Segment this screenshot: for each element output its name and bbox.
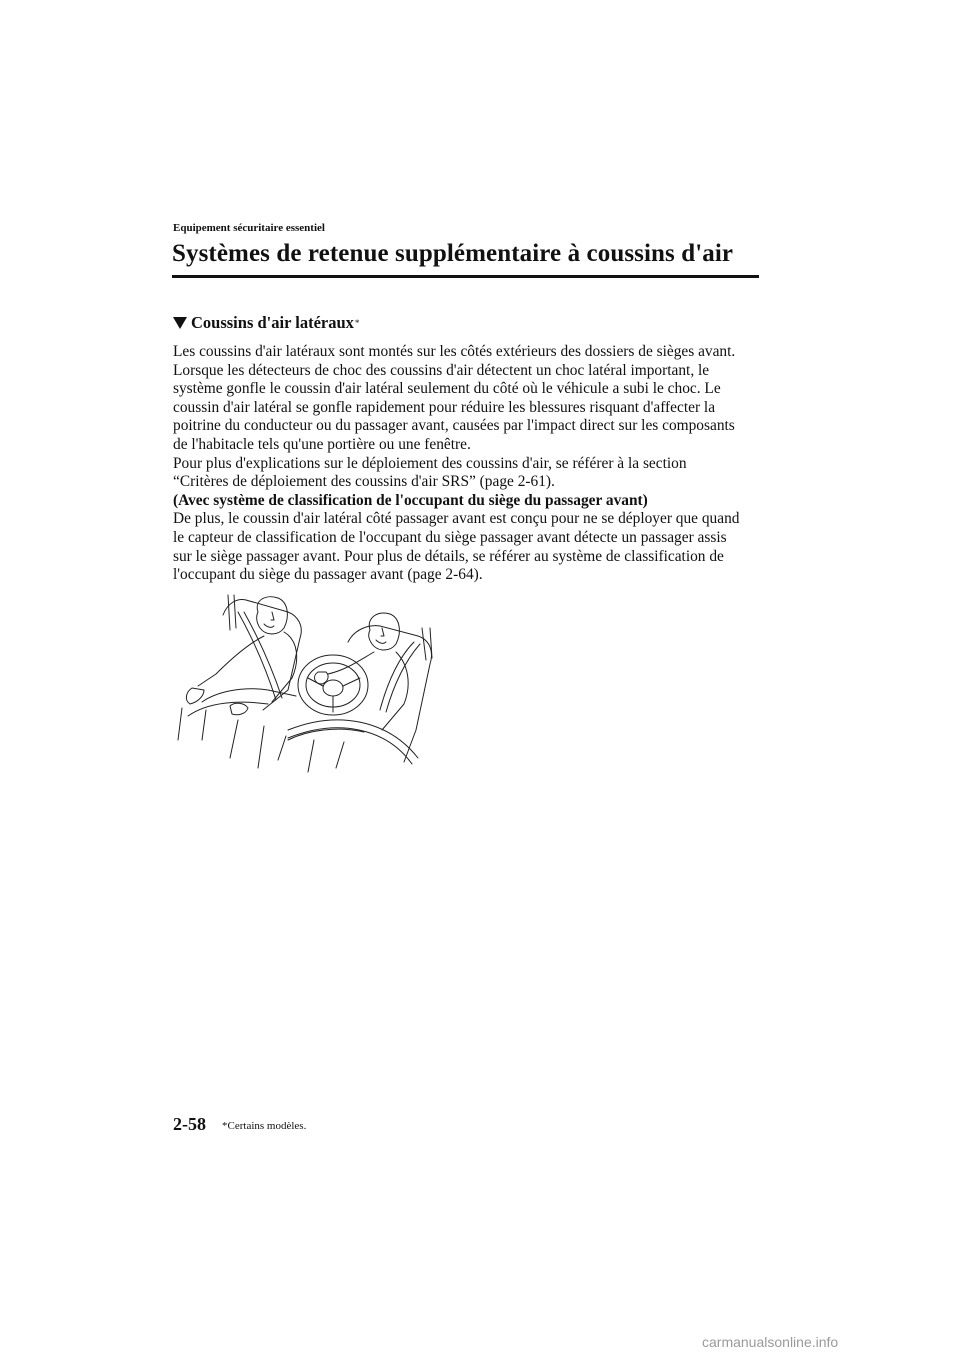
body-line: le capteur de classification de l'occupant du siège passager avant détecte un passager assis [173, 528, 727, 546]
body-line: coussin d'air latéral se gonfle rapidement pour réduire les blessures risquant d'affecter la [173, 398, 716, 416]
body-line: De plus, le coussin d'air latéral côté passager avant est conçu pour ne se déployer que quand [173, 510, 740, 528]
side-airbag-illustration [168, 590, 438, 775]
section-label: Equipement sécuritaire essentiel [173, 222, 325, 234]
body-line: de l'habitacle tels qu'une portière ou une fenêtre. [173, 435, 471, 453]
body-line: sur le siège passager avant. Pour plus de détails, se référer au système de classification de [173, 547, 724, 565]
title-divider [172, 275, 759, 278]
page-title: Systèmes de retenue supplémentaire à coussins d'air [172, 240, 734, 267]
subsection-heading-text: Coussins d'air latéraux [191, 313, 354, 332]
body-line: l'occupant du siège du passager avant (page 2-64). [173, 566, 483, 584]
body-line: poitrine du conducteur ou du passager avant, causées par l'impact direct sur les composants [173, 417, 735, 435]
body-line: “Critères de déploiement des coussins d'air SRS” (page 2-61). [173, 473, 555, 491]
body-line: Lorsque les détecteurs de choc des coussins d'air détectent un choc latéral important, le [173, 361, 710, 379]
page-number: 2-58 [173, 1114, 206, 1134]
body-line: Les coussins d'air latéraux sont montés sur les côtés extérieurs des dossiers de sièges avant. [173, 343, 736, 360]
body-line-bold-condition: (Avec système de classification de l'occupant du siège du passager avant) [173, 491, 648, 509]
footnote: *Certains modèles. [222, 1120, 307, 1132]
footnote-marker: * [354, 318, 360, 328]
watermark: carmanualsonline.info [702, 1334, 839, 1350]
body-line: Pour plus d'explications sur le déploiement des coussins d'air, se référer à la section [173, 454, 687, 472]
body-line: système gonfle le coussin d'air latéral seulement du côté où le véhicule a subi le choc. Le [173, 380, 721, 398]
triangle-bullet-icon [173, 317, 187, 329]
subsection-heading [173, 313, 359, 333]
body-text [173, 343, 773, 585]
